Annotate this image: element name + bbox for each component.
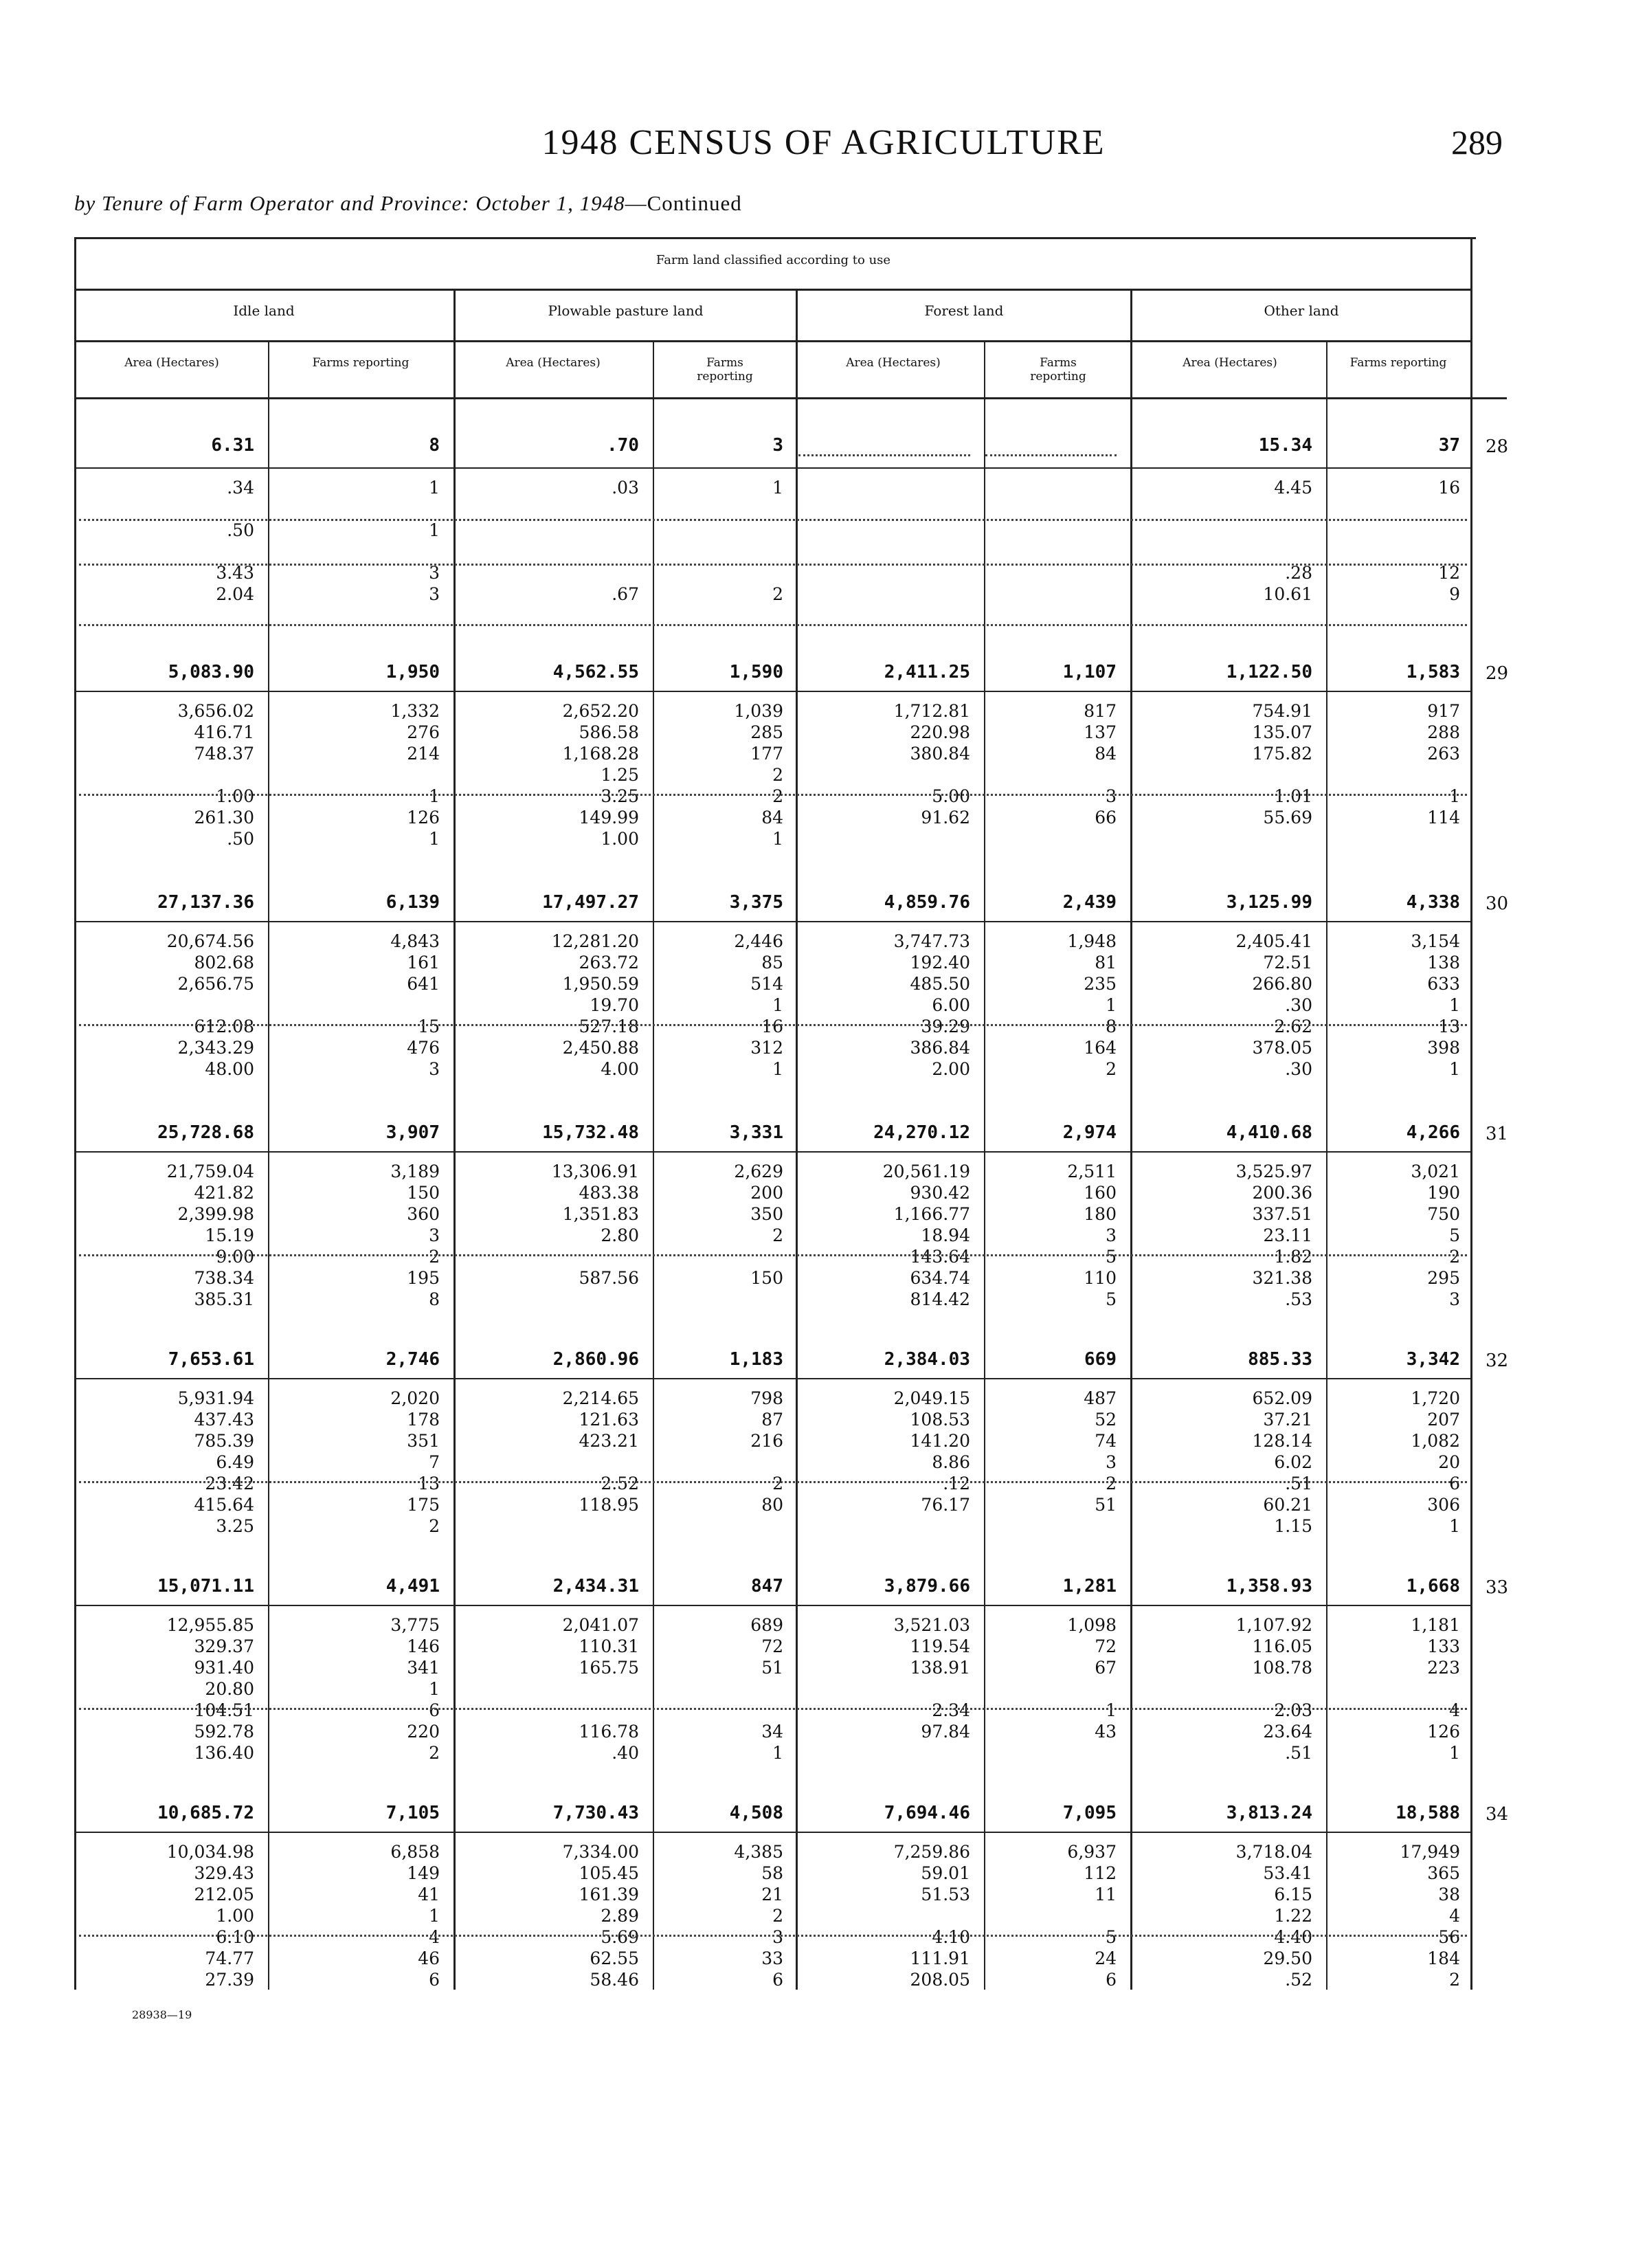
total-cell: 4,266	[1406, 1122, 1460, 1143]
total-cell: 6,139	[385, 892, 440, 913]
detail-cell: 1,039 285 177 2 2 84 1	[734, 701, 783, 849]
detail-cell: 2,511 160 180 3 5 110 5	[1067, 1161, 1117, 1309]
col-header: Area (Hectares)	[506, 356, 601, 370]
group-sep-2	[796, 289, 798, 1990]
detail-cell: 3,021 190 750 5 2 295 3	[1411, 1161, 1460, 1309]
detail-cell: 1,098 72 67 1 43	[1067, 1615, 1117, 1742]
detail-cell: 917 288 263 1 114	[1427, 701, 1460, 827]
detail-cell: .03 .67	[612, 478, 639, 604]
detail-cell: 3,718.04 53.41 6.15 1.22 4.40 29.50 .52	[1235, 1842, 1312, 1990]
col-sep-1	[268, 340, 269, 1990]
detail-cell: 2,405.41 72.51 266.80 .30 2.62 378.05 .30	[1235, 931, 1312, 1079]
table-right-rule	[1470, 237, 1472, 1990]
page-number: 289	[1451, 123, 1503, 162]
total-cell: 3,342	[1406, 1349, 1460, 1370]
total-cell: 1,358.93	[1226, 1576, 1312, 1597]
total-cell: 1,668	[1406, 1576, 1460, 1597]
detail-cell: 13,306.91 483.38 1,351.83 2.80 587.56	[551, 1161, 639, 1288]
total-cell: 669	[1084, 1349, 1117, 1370]
total-cell: 885.33	[1248, 1349, 1312, 1370]
total-cell: 3,907	[385, 1122, 440, 1143]
total-cell: 15,071.11	[157, 1576, 254, 1597]
total-cell: 847	[751, 1576, 783, 1597]
total-cell: 3	[772, 435, 783, 456]
dot-leader	[79, 564, 1467, 566]
total-cell: 7,653.61	[168, 1349, 254, 1370]
group-sep-3	[1130, 289, 1132, 1990]
col-header: Area (Hectares)	[1183, 356, 1277, 370]
col-header: Farms reporting	[1030, 356, 1086, 383]
total-cell: 2,411.25	[884, 662, 970, 682]
detail-cell: 3,775 146 341 1 6 220 2	[390, 1615, 440, 1763]
total-cell: 7,730.43	[552, 1803, 639, 1823]
total-cell: 24,270.12	[873, 1122, 970, 1143]
detail-cell: 652.09 37.21 128.14 6.02 .51 60.21 1.15	[1252, 1388, 1312, 1536]
total-cell: 3,813.24	[1226, 1803, 1312, 1823]
total-cell: 37	[1438, 435, 1460, 456]
total-cell: 1,183	[729, 1349, 783, 1370]
header-bottom-rule	[74, 397, 1472, 399]
detail-cell: 2,214.65 121.63 423.21 2.52 118.95	[562, 1388, 639, 1515]
col-header: Farms reporting	[697, 356, 753, 383]
detail-cell: 6,937 112 11 5 24 6	[1067, 1842, 1117, 1990]
col-header: Farms reporting	[1349, 356, 1447, 370]
total-cell: 2,384.03	[884, 1349, 970, 1370]
total-cell: 7,694.46	[884, 1803, 970, 1823]
total-cell: 4,562.55	[552, 662, 639, 682]
row-number: 28	[1486, 436, 1509, 457]
section-rule	[74, 921, 1472, 922]
dot-leader	[79, 624, 1467, 626]
col-header: Area (Hectares)	[124, 356, 219, 370]
detail-cell: 7,334.00 105.45 161.39 2.89 5.69 62.55 58.46	[562, 1842, 639, 1990]
section-rule	[74, 467, 1472, 469]
detail-cell: 1,948 81 235 1 8 164 2	[1067, 931, 1117, 1079]
detail-cell: 5,931.94 437.43 785.39 6.49 23.42 415.64 3.25	[177, 1388, 254, 1536]
detail-cell: 1,181 133 223 4 126 1	[1411, 1615, 1460, 1763]
section-rule	[74, 1378, 1472, 1379]
detail-cell: 3,521.03 119.54 138.91 2.34 97.84	[893, 1615, 970, 1742]
total-cell: 4,410.68	[1226, 1122, 1312, 1143]
detail-cell: 4,385 58 21 2 3 33 6	[734, 1842, 783, 1990]
total-cell: 1,950	[385, 662, 440, 682]
row-number: 31	[1486, 1124, 1509, 1144]
print-code: 28938—19	[132, 2008, 192, 2021]
col-header: Area (Hectares)	[846, 356, 941, 370]
dot-leader	[79, 794, 1467, 796]
total-cell: 1,281	[1062, 1576, 1117, 1597]
detail-cell: 2,020 178 351 7 13 175 2	[390, 1388, 440, 1536]
col-sep-4	[1326, 340, 1327, 1990]
detail-cell: 21,759.04 421.82 2,399.98 15.19 9.00 738.34 385.31	[166, 1161, 254, 1309]
detail-cell: 487 52 74 3 2 51	[1084, 1388, 1117, 1515]
dot-leader	[79, 1935, 1467, 1937]
total-cell: 10,685.72	[157, 1803, 254, 1823]
page-title: 1948 CENSUS OF AGRICULTURE	[541, 123, 1106, 162]
detail-cell: 3,747.73 192.40 485.50 6.00 39.29 386.84 2.00	[893, 931, 970, 1079]
dot-leader	[79, 1708, 1467, 1710]
detail-cell: 17,949 365 38 4 56 184 2	[1400, 1842, 1460, 1990]
detail-cell: 6,858 149 41 1 4 46 6	[390, 1842, 440, 1990]
total-cell: 1,122.50	[1226, 662, 1312, 682]
total-cell: 5,083.90	[168, 662, 254, 682]
dot-leader	[79, 1024, 1467, 1026]
detail-cell: 20,561.19 930.42 1,166.77 18.94 143.64 634.74 814.42	[882, 1161, 970, 1309]
detail-cell: 2,049.15 108.53 141.20 8.86 .12 76.17	[893, 1388, 970, 1515]
detail-cell: 1,720 207 1,082 20 6 306 1	[1411, 1388, 1460, 1536]
detail-cell: 1 2	[772, 478, 783, 604]
detail-cell: 4.45 .28 10.61	[1263, 478, 1312, 604]
row-number: 29	[1486, 663, 1509, 684]
group-sep-1	[453, 289, 456, 1990]
row-number-rule	[1472, 397, 1507, 399]
detail-cell: 16 12 9	[1438, 478, 1460, 604]
total-cell: 6.31	[211, 435, 254, 456]
detail-cell: 10,034.98 329.43 212.05 1.00 6.10 74.77 27.39	[166, 1842, 254, 1990]
detail-cell: 1,332 276 214 1 126 1	[390, 701, 440, 849]
detail-cell: 1,107.92 116.05 108.78 2.03 23.64 .51	[1235, 1615, 1312, 1763]
detail-cell: 7,259.86 59.01 51.53 4.10 111.91 208.05	[893, 1842, 970, 1990]
col-sep-2	[653, 340, 654, 1990]
total-cell: 4,338	[1406, 892, 1460, 913]
group-header-forest: Forest land	[924, 302, 1004, 319]
table-left-rule	[74, 237, 76, 1990]
detail-cell: 2,652.20 586.58 1,168.28 1.25 3.25 149.99 1.00	[562, 701, 639, 849]
total-cell: 1,107	[1062, 662, 1117, 682]
total-cell: 2,746	[385, 1349, 440, 1370]
total-cell: 1,583	[1406, 662, 1460, 682]
group-header-pasture: Plowable pasture land	[548, 302, 704, 319]
total-cell: 18,588	[1396, 1803, 1460, 1823]
total-cell: 4,859.76	[884, 892, 970, 913]
total-cell: 3,331	[729, 1122, 783, 1143]
section-rule	[74, 1151, 1472, 1153]
subtitle-text: by Tenure of Farm Operator and Province: October 1, 1948	[74, 191, 625, 215]
total-cell: 3,125.99	[1226, 892, 1312, 913]
detail-cell: 2,629 200 350 2 150	[734, 1161, 783, 1288]
detail-cell: 20,674.56 802.68 2,656.75 612.08 2,343.29 48.00	[166, 931, 254, 1079]
detail-cell: 3,656.02 416.71 748.37 1.00 261.30 .50	[177, 701, 254, 849]
column-header-rule	[74, 340, 1472, 342]
detail-cell: 754.91 135.07 175.82 1.01 55.69	[1252, 701, 1312, 827]
dot-leader	[79, 519, 1467, 521]
total-cell: 2,860.96	[552, 1349, 639, 1370]
detail-cell: 2,446 85 514 1 16 312 1	[734, 931, 783, 1079]
total-cell: 17,497.27	[542, 892, 639, 913]
table-top-rule	[74, 237, 1476, 239]
detail-cell: 798 87 216 2 80	[750, 1388, 783, 1515]
row-number: 32	[1486, 1350, 1509, 1371]
total-cell: 2,974	[1062, 1122, 1117, 1143]
total-cell: 4,491	[385, 1576, 440, 1597]
total-cell: 8	[429, 435, 440, 456]
dot-leader	[79, 1254, 1467, 1256]
dot-leader	[985, 454, 1117, 456]
total-cell: 2,434.31	[552, 1576, 639, 1597]
super-header: Farm land classified according to use	[656, 253, 891, 267]
row-number: 33	[1486, 1577, 1509, 1598]
dot-leader	[798, 454, 970, 456]
detail-cell: 3,525.97 200.36 337.51 23.11 1.82 321.38 .53	[1235, 1161, 1312, 1309]
total-cell: 25,728.68	[157, 1122, 254, 1143]
total-cell: 1,590	[729, 662, 783, 682]
col-sep-3	[984, 340, 985, 1990]
subtitle-continued: —Continued	[625, 191, 742, 215]
row-number: 30	[1486, 893, 1509, 914]
total-cell: 27,137.36	[157, 892, 254, 913]
detail-cell: .34 .50 3.43 2.04	[216, 478, 254, 604]
total-cell: 15.34	[1258, 435, 1312, 456]
total-cell: 4,508	[729, 1803, 783, 1823]
total-cell: .70	[607, 435, 639, 456]
total-cell: 7,095	[1062, 1803, 1117, 1823]
detail-cell: 12,955.85 329.37 931.40 20.80 104.51 592.78 136.40	[166, 1615, 254, 1763]
section-rule	[74, 1605, 1472, 1606]
detail-cell: 3,189 150 360 3 2 195 8	[390, 1161, 440, 1309]
detail-cell: 12,281.20 263.72 1,950.59 19.70 527.18 2,450.88 4.00	[551, 931, 639, 1079]
section-rule	[74, 1832, 1472, 1833]
detail-cell: 3,154 138 633 1 13 398 1	[1411, 931, 1460, 1079]
row-number: 34	[1486, 1804, 1509, 1825]
group-header-other: Other land	[1264, 302, 1339, 319]
detail-cell: 4,843 161 641 15 476 3	[390, 931, 440, 1079]
detail-cell: 689 72 51 34 1	[750, 1615, 783, 1763]
group-header-idle: Idle land	[233, 302, 295, 319]
total-cell: 3,879.66	[884, 1576, 970, 1597]
total-cell: 2,439	[1062, 892, 1117, 913]
detail-cell: 1 1 3 3	[429, 478, 440, 604]
detail-cell: 1,712.81 220.98 380.84 5.00 91.62	[893, 701, 970, 827]
table-subtitle	[74, 191, 742, 216]
group-header-rule	[74, 289, 1472, 291]
total-cell: 15,732.48	[542, 1122, 639, 1143]
col-header: Farms reporting	[312, 356, 410, 370]
detail-cell: 817 137 84 3 66	[1084, 701, 1117, 827]
dot-leader	[79, 1481, 1467, 1483]
detail-cell: 2,041.07 110.31 165.75 116.78 .40	[562, 1615, 639, 1763]
total-cell: 7,105	[385, 1803, 440, 1823]
section-rule	[74, 691, 1472, 692]
total-cell: 3,375	[729, 892, 783, 913]
